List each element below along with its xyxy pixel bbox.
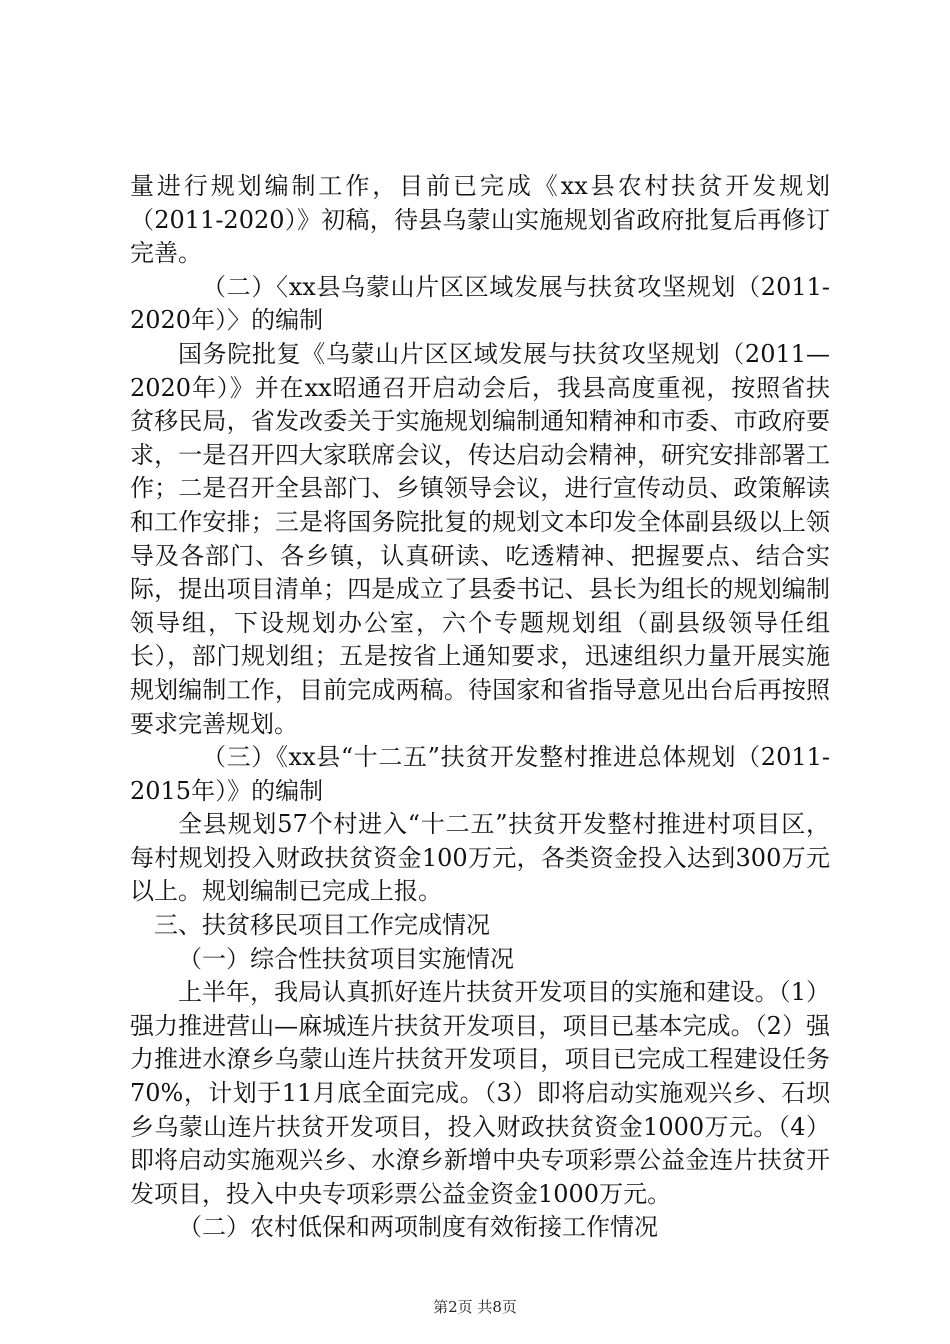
page-footer <box>0 1297 950 1317</box>
subheading-comprehensive-projects: （一）综合性扶贫项目实施情况 <box>178 944 514 973</box>
subheading-village-plan: （三）《xx县“十二五”扶贫开发整村推进总体规划（2011-2015年）》的编制 <box>130 743 830 805</box>
page-number: 第2页 共8页 <box>433 1298 517 1316</box>
subheading-wumengshan-plan: （二）〈xx县乌蒙山片区区域发展与扶贫攻坚规划（2011-2020年）〉的编制 <box>130 272 830 335</box>
document-body <box>130 170 830 1245</box>
paragraph-continuation: 量进行规划编制工作，目前已完成《xx县农村扶贫开发规划（2011-2020）》初稿，待县乌蒙山实施规划省政府批复后再修订完善。 <box>130 172 830 268</box>
section-heading-projects: 三、扶贫移民项目工作完成情况 <box>154 911 490 940</box>
paragraph-comprehensive-projects: 上半年，我局认真抓好连片扶贫开发项目的实施和建设。（1）强力推进营山—麻城连片扶贫开发项目，项目已基本完成。（2）强力推进水潦乡乌蒙山连片扶贫开发项目，项目已完成工程建设任务70%，计划于11月底全面完成。（3）即将启动实施观兴乡、石坝乡乌蒙山连片扶贫开发项目，投入财政扶贫资金1000万元。（4）即将启动实施观兴乡、水潦乡新增中央专项彩票公益金连片扶贫开发项目，投入中央专项彩票公益金资金1000万元。 <box>130 978 830 1208</box>
subheading-rural-subsistence: （二）农村低保和两项制度有效衔接工作情况 <box>178 1213 658 1242</box>
paragraph-village-plan: 全县规划57个村进入“十二五”扶贫开发整村推进村项目区，每村规划投入财政扶贫资金100万元，各类资金投入达到300万元以上。规划编制已完成上报。 <box>130 810 830 906</box>
paragraph-state-council-approval: 国务院批复《乌蒙山片区区域发展与扶贫攻坚规划（2011—2020年）》并在xx昭通召开启动会后，我县高度重视，按照省扶贫移民局，省发改委关于实施规划编制通知精神和市委、市政府要求，一是召开四大家联席会议，传达启动会精神，研究安排部署工作；二是召开全县部门、乡镇领导会议，进行宣传动员、政策解读和工作安排；三是将国务院批复的规划文本印发全体副县级以上领导及各部门、各乡镇，认真研读、吃透精神、把握要点、结合实际，提出项目清单；四是成立了县委书记、县长为组长的规划编制领导组，下设规划办公室，六个专题规划组（副县级领导任组长），部门规划组；五是按省上通知要求，迅速组织力量开展实施规划编制工作，目前完成两稿。待国家和省指导意见出台后再按照要求完善规划。 <box>130 339 830 738</box>
